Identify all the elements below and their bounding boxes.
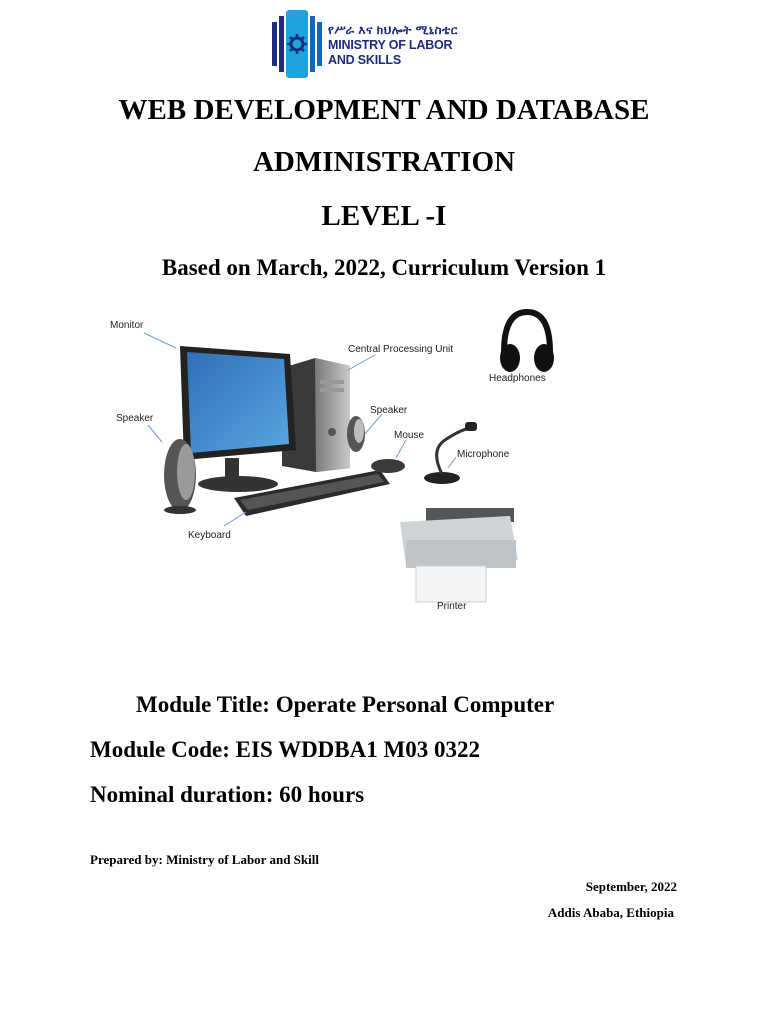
ministry-logo bbox=[270, 8, 458, 80]
publication-location: Addis Ababa, Ethiopia bbox=[547, 905, 674, 920]
keyboard bbox=[234, 470, 390, 516]
label-speaker-right: Speaker bbox=[370, 405, 408, 416]
headphones bbox=[500, 312, 554, 372]
left-speaker bbox=[164, 439, 196, 514]
label-speaker-left: Speaker bbox=[116, 413, 154, 424]
computer-components-illustration bbox=[100, 300, 570, 620]
label-keyboard: Keyboard bbox=[188, 530, 231, 541]
logo-line-1: MINISTRY OF LABOR bbox=[328, 38, 453, 52]
label-mouse: Mouse bbox=[394, 430, 425, 441]
level-heading: LEVEL -I bbox=[321, 200, 447, 232]
right-speaker bbox=[347, 416, 365, 452]
curriculum-subtitle: Based on March, 2022, Curriculum Version 1 bbox=[161, 255, 607, 280]
logo-amharic-text: የሥራ እና ክህሎት ሚኒስቴር bbox=[328, 23, 458, 37]
mouse bbox=[371, 459, 405, 473]
label-printer: Printer bbox=[437, 601, 467, 612]
module-code: Module Code: EIS WDDBA1 M03 0322 bbox=[90, 737, 480, 762]
label-microphone: Microphone bbox=[457, 449, 510, 460]
nominal-duration: Nominal duration: 60 hours bbox=[90, 782, 365, 807]
label-cpu: Central Processing Unit bbox=[348, 344, 454, 355]
logo-wordmark bbox=[328, 22, 458, 68]
logo-line-2: AND SKILLS bbox=[328, 53, 402, 67]
label-monitor: Monitor bbox=[110, 320, 144, 331]
monitor bbox=[180, 346, 296, 492]
label-headphones: Headphones bbox=[489, 373, 546, 384]
page-title-line-2: ADMINISTRATION bbox=[252, 146, 516, 178]
page-title-line-1: WEB DEVELOPMENT AND DATABASE bbox=[118, 94, 650, 126]
printer bbox=[400, 508, 518, 602]
module-title: Module Title: Operate Personal Computer bbox=[136, 692, 555, 717]
ministry-emblem-icon bbox=[270, 8, 326, 80]
publication-date: September, 2022 bbox=[585, 879, 677, 894]
prepared-by: Prepared by: Ministry of Labor and Skill bbox=[90, 852, 319, 867]
